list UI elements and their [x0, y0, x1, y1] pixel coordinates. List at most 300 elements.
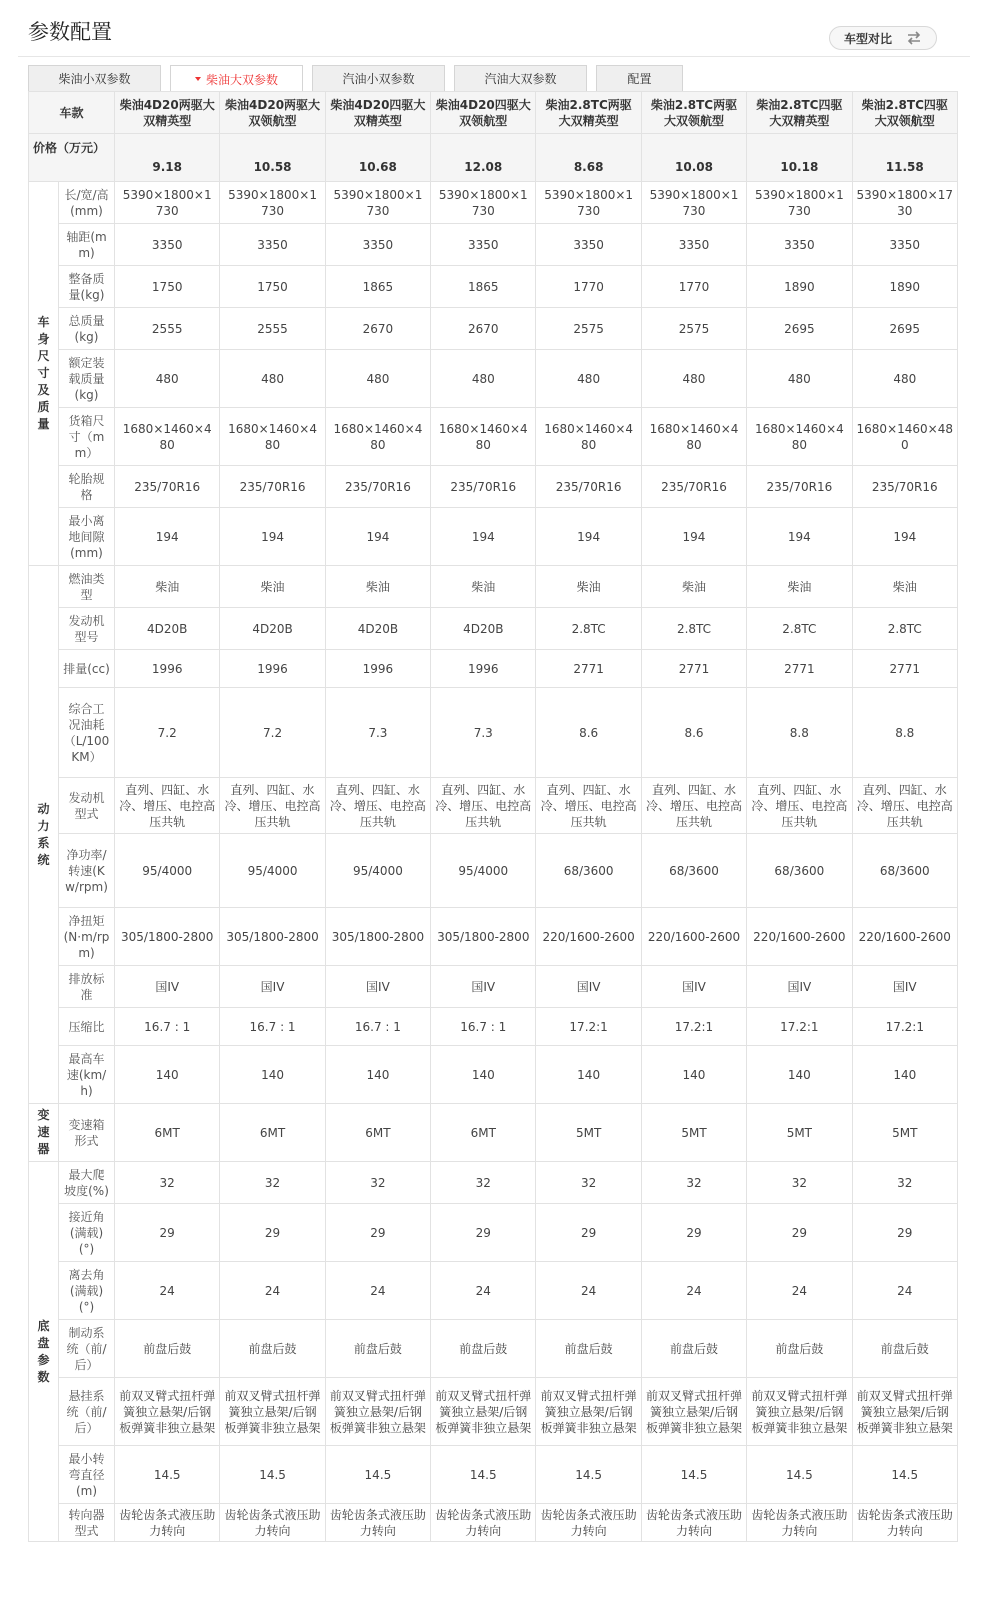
spec-value: 6MT: [220, 1104, 325, 1162]
spec-value: 29: [536, 1204, 641, 1262]
spec-value: 前盘后鼓: [115, 1320, 220, 1378]
spec-value: 194: [115, 508, 220, 566]
spec-value: 140: [536, 1046, 641, 1104]
spec-value: 140: [747, 1046, 852, 1104]
spec-value: 直列、四缸、水冷、增压、电控高压共轨: [852, 778, 957, 834]
spec-value: 95/4000: [431, 834, 536, 908]
tab-petrol-large-double[interactable]: [454, 65, 587, 91]
spec-value: 29: [641, 1204, 746, 1262]
spec-value: 直列、四缸、水冷、增压、电控高压共轨: [747, 778, 852, 834]
caret-down-icon: [195, 77, 201, 81]
spec-row: [29, 1046, 958, 1104]
spec-value: 1890: [852, 266, 957, 308]
spec-row: [29, 778, 958, 834]
spec-label: 离去角(满载)(°): [59, 1262, 115, 1320]
model-name: 柴油4D20四驱大双领航型: [431, 92, 536, 134]
spec-label: 净扭矩(N·m/rpm): [59, 908, 115, 966]
spec-value: 7.2: [220, 688, 325, 778]
spec-value: 柴油: [431, 566, 536, 608]
spec-value: 32: [641, 1162, 746, 1204]
spec-value: 3350: [852, 224, 957, 266]
spec-value: 齿轮齿条式液压助力转向: [747, 1504, 852, 1542]
spec-value: 前双叉臂式扭杆弹簧独立悬架/后钢板弹簧非独立悬架: [325, 1378, 430, 1446]
spec-value: 1680×1460×480: [431, 408, 536, 466]
spec-value: 齿轮齿条式液压助力转向: [852, 1504, 957, 1542]
tab-petrol-small-double[interactable]: [312, 65, 445, 91]
spec-value: 3350: [325, 224, 430, 266]
spec-value: 305/1800-2800: [431, 908, 536, 966]
spec-value: 前盘后鼓: [536, 1320, 641, 1378]
spec-value: 305/1800-2800: [325, 908, 430, 966]
spec-row: [29, 308, 958, 350]
spec-value: 前双叉臂式扭杆弹簧独立悬架/后钢板弹簧非独立悬架: [641, 1378, 746, 1446]
spec-value: 1770: [536, 266, 641, 308]
spec-label: 接近角(满载)(°): [59, 1204, 115, 1262]
spec-row: [29, 508, 958, 566]
spec-value: 480: [115, 350, 220, 408]
spec-value: 前双叉臂式扭杆弹簧独立悬架/后钢板弹簧非独立悬架: [536, 1378, 641, 1446]
spec-value: 24: [641, 1262, 746, 1320]
spec-row: [29, 266, 958, 308]
spec-value: 国IV: [641, 966, 746, 1008]
spec-value: 14.5: [325, 1446, 430, 1504]
spec-value: 7.2: [115, 688, 220, 778]
spec-row: [29, 1162, 958, 1204]
spec-value: 4D20B: [431, 608, 536, 650]
price-value: 10.68: [325, 134, 430, 182]
model-name: 柴油2.8TC四驱大双领航型: [852, 92, 957, 134]
spec-value: 5390×1800×1730: [747, 182, 852, 224]
spec-row: [29, 1104, 958, 1162]
spec-value: 8.8: [852, 688, 957, 778]
price-value: 12.08: [431, 134, 536, 182]
spec-value: 直列、四缸、水冷、增压、电控高压共轨: [641, 778, 746, 834]
spec-value: 24: [115, 1262, 220, 1320]
spec-value: 3350: [431, 224, 536, 266]
spec-value: 前盘后鼓: [325, 1320, 430, 1378]
spec-value: 194: [852, 508, 957, 566]
spec-value: 5MT: [852, 1104, 957, 1162]
spec-value: 2771: [747, 650, 852, 688]
category-label: 底盘参数: [29, 1162, 59, 1542]
category-label: 变速器: [29, 1104, 59, 1162]
compare-button[interactable]: [829, 26, 937, 50]
price-header-label: 价格（万元）: [29, 134, 115, 182]
spec-value: 220/1600-2600: [536, 908, 641, 966]
spec-value: 1680×1460×480: [220, 408, 325, 466]
spec-value: 柴油: [115, 566, 220, 608]
spec-value: 7.3: [325, 688, 430, 778]
model-header-label: 车款: [29, 92, 115, 134]
spec-label: 发动机型号: [59, 608, 115, 650]
spec-row: [29, 966, 958, 1008]
spec-value: 14.5: [852, 1446, 957, 1504]
spec-value: 14.5: [220, 1446, 325, 1504]
spec-value: 68/3600: [852, 834, 957, 908]
spec-label: 压缩比: [59, 1008, 115, 1046]
spec-value: 14.5: [641, 1446, 746, 1504]
spec-value: 32: [536, 1162, 641, 1204]
spec-value: 29: [431, 1204, 536, 1262]
spec-value: 6MT: [325, 1104, 430, 1162]
spec-value: 140: [220, 1046, 325, 1104]
spec-value: 前双叉臂式扭杆弹簧独立悬架/后钢板弹簧非独立悬架: [747, 1378, 852, 1446]
spec-value: 32: [220, 1162, 325, 1204]
spec-value: 32: [431, 1162, 536, 1204]
spec-row: [29, 834, 958, 908]
spec-value: 1680×1460×480: [115, 408, 220, 466]
spec-value: 5390×1800×1730: [641, 182, 746, 224]
spec-label: 轮胎规格: [59, 466, 115, 508]
spec-label: 排放标准: [59, 966, 115, 1008]
spec-value: 前盘后鼓: [852, 1320, 957, 1378]
spec-value: 1996: [115, 650, 220, 688]
spec-value: 1890: [747, 266, 852, 308]
spec-value: 480: [536, 350, 641, 408]
spec-value: 95/4000: [325, 834, 430, 908]
spec-value: 235/70R16: [536, 466, 641, 508]
spec-row: [29, 1204, 958, 1262]
spec-label: 总质量(kg): [59, 308, 115, 350]
spec-value: 3350: [115, 224, 220, 266]
category-label: 车身尺寸及质量: [29, 182, 59, 566]
spec-value: 4D20B: [115, 608, 220, 650]
spec-value: 235/70R16: [852, 466, 957, 508]
spec-value: 480: [641, 350, 746, 408]
spec-value: 68/3600: [747, 834, 852, 908]
model-name: 柴油4D20两驱大双精英型: [115, 92, 220, 134]
spec-value: 1750: [115, 266, 220, 308]
spec-row: [29, 182, 958, 224]
tab-label: 柴油小双参数: [58, 72, 131, 86]
spec-value: 3350: [220, 224, 325, 266]
spec-value: 140: [641, 1046, 746, 1104]
spec-label: 转向器型式: [59, 1504, 115, 1542]
spec-value: 前双叉臂式扭杆弹簧独立悬架/后钢板弹簧非独立悬架: [220, 1378, 325, 1446]
spec-value: 前双叉臂式扭杆弹簧独立悬架/后钢板弹簧非独立悬架: [115, 1378, 220, 1446]
spec-value: 1996: [325, 650, 430, 688]
spec-value: 国IV: [431, 966, 536, 1008]
spec-value: 480: [431, 350, 536, 408]
price-value: 10.08: [641, 134, 746, 182]
spec-value: 32: [852, 1162, 957, 1204]
spec-value: 1680×1460×480: [536, 408, 641, 466]
spec-row: [29, 688, 958, 778]
spec-value: 6MT: [431, 1104, 536, 1162]
spec-row: [29, 1262, 958, 1320]
spec-value: 17.2:1: [536, 1008, 641, 1046]
spec-value: 国IV: [536, 966, 641, 1008]
spec-row: [29, 1008, 958, 1046]
spec-label: 燃油类型: [59, 566, 115, 608]
spec-value: 194: [747, 508, 852, 566]
spec-label: 制动系统（前/后）: [59, 1320, 115, 1378]
spec-value: 220/1600-2600: [641, 908, 746, 966]
spec-value: 6MT: [115, 1104, 220, 1162]
spec-value: 220/1600-2600: [747, 908, 852, 966]
spec-value: 17.2:1: [747, 1008, 852, 1046]
spec-value: 前盘后鼓: [641, 1320, 746, 1378]
spec-value: 2771: [852, 650, 957, 688]
model-name: 柴油2.8TC四驱大双精英型: [747, 92, 852, 134]
spec-value: 95/4000: [115, 834, 220, 908]
spec-value: 2555: [115, 308, 220, 350]
spec-value: 2695: [852, 308, 957, 350]
spec-value: 5390×1800×1730: [431, 182, 536, 224]
spec-value: 1680×1460×480: [325, 408, 430, 466]
spec-value: 齿轮齿条式液压助力转向: [431, 1504, 536, 1542]
spec-value: 1865: [431, 266, 536, 308]
spec-label: 变速箱形式: [59, 1104, 115, 1162]
spec-value: 235/70R16: [115, 466, 220, 508]
spec-value: 2.8TC: [852, 608, 957, 650]
spec-value: 14.5: [115, 1446, 220, 1504]
spec-row: [29, 408, 958, 466]
spec-label: 整备质量(kg): [59, 266, 115, 308]
spec-value: 1680×1460×480: [641, 408, 746, 466]
model-header-row: [29, 92, 958, 134]
spec-value: 14.5: [747, 1446, 852, 1504]
spec-row: [29, 608, 958, 650]
spec-value: 24: [747, 1262, 852, 1320]
spec-value: 2.8TC: [747, 608, 852, 650]
spec-value: 2695: [747, 308, 852, 350]
spec-value: 29: [115, 1204, 220, 1262]
spec-label: 排量(cc): [59, 650, 115, 688]
spec-value: 国IV: [852, 966, 957, 1008]
spec-value: 前双叉臂式扭杆弹簧独立悬架/后钢板弹簧非独立悬架: [852, 1378, 957, 1446]
spec-value: 2575: [536, 308, 641, 350]
spec-value: 194: [641, 508, 746, 566]
spec-value: 5390×1800×1730: [536, 182, 641, 224]
spec-value: 5MT: [641, 1104, 746, 1162]
spec-value: 24: [431, 1262, 536, 1320]
page-title: 参数配置: [28, 20, 112, 44]
spec-row: [29, 1378, 958, 1446]
spec-value: 16.7 : 1: [325, 1008, 430, 1046]
spec-label: 综合工况油耗（L/100KM）: [59, 688, 115, 778]
model-name: 柴油2.8TC两驱大双精英型: [536, 92, 641, 134]
tab-label: 汽油大双参数: [484, 72, 557, 86]
spec-value: 前双叉臂式扭杆弹簧独立悬架/后钢板弹簧非独立悬架: [431, 1378, 536, 1446]
spec-value: 齿轮齿条式液压助力转向: [220, 1504, 325, 1542]
spec-value: 24: [852, 1262, 957, 1320]
spec-value: 2670: [431, 308, 536, 350]
spec-value: 235/70R16: [220, 466, 325, 508]
spec-value: 柴油: [220, 566, 325, 608]
spec-value: 4D20B: [220, 608, 325, 650]
spec-value: 直列、四缸、水冷、增压、电控高压共轨: [115, 778, 220, 834]
spec-value: 1770: [641, 266, 746, 308]
spec-value: 5390×1800×1730: [115, 182, 220, 224]
spec-value: 8.6: [641, 688, 746, 778]
compare-button-label: 车型对比: [843, 31, 892, 46]
spec-label: 最大爬坡度(%): [59, 1162, 115, 1204]
tab-diesel-small-double[interactable]: [28, 65, 161, 91]
spec-value: 68/3600: [536, 834, 641, 908]
spec-value: 194: [536, 508, 641, 566]
spec-value: 柴油: [536, 566, 641, 608]
spec-label: 悬挂系统（前/后）: [59, 1378, 115, 1446]
spec-label: 额定装载质量(kg): [59, 350, 115, 408]
spec-value: 194: [220, 508, 325, 566]
spec-row: [29, 1504, 958, 1542]
spec-value: 3350: [536, 224, 641, 266]
spec-row: [29, 1446, 958, 1504]
spec-value: 5MT: [747, 1104, 852, 1162]
spec-value: 480: [220, 350, 325, 408]
spec-value: 2771: [536, 650, 641, 688]
tab-config[interactable]: [596, 65, 683, 91]
spec-value: 齿轮齿条式液压助力转向: [641, 1504, 746, 1542]
spec-value: 国IV: [747, 966, 852, 1008]
spec-value: 柴油: [747, 566, 852, 608]
spec-value: 5390×1800×1730: [325, 182, 430, 224]
spec-value: 柴油: [852, 566, 957, 608]
spec-value: 1680×1460×480: [852, 408, 957, 466]
spec-value: 1750: [220, 266, 325, 308]
spec-row: [29, 908, 958, 966]
price-value: 10.58: [220, 134, 325, 182]
spec-value: 24: [536, 1262, 641, 1320]
tab-diesel-large-double[interactable]: [170, 65, 303, 92]
spec-row: [29, 566, 958, 608]
model-name: 柴油4D20两驱大双领航型: [220, 92, 325, 134]
price-value: 11.58: [852, 134, 957, 182]
spec-value: 直列、四缸、水冷、增压、电控高压共轨: [536, 778, 641, 834]
spec-value: 140: [852, 1046, 957, 1104]
spec-value: 2555: [220, 308, 325, 350]
spec-label: 发动机型式: [59, 778, 115, 834]
spec-value: 480: [325, 350, 430, 408]
swap-arrows-icon: [906, 31, 922, 45]
spec-value: 29: [747, 1204, 852, 1262]
spec-label: 长/宽/高(mm): [59, 182, 115, 224]
spec-value: 140: [431, 1046, 536, 1104]
spec-value: 16.7 : 1: [220, 1008, 325, 1046]
spec-value: 2771: [641, 650, 746, 688]
spec-row: [29, 650, 958, 688]
spec-value: 14.5: [431, 1446, 536, 1504]
spec-value: 2.8TC: [641, 608, 746, 650]
spec-value: 32: [747, 1162, 852, 1204]
spec-value: 305/1800-2800: [115, 908, 220, 966]
price-value: 8.68: [536, 134, 641, 182]
spec-label: 最小离地间隙(mm): [59, 508, 115, 566]
spec-label: 最小转弯直径(m): [59, 1446, 115, 1504]
spec-value: 24: [325, 1262, 430, 1320]
spec-value: 235/70R16: [747, 466, 852, 508]
spec-row: [29, 350, 958, 408]
spec-value: 235/70R16: [325, 466, 430, 508]
price-row: [29, 134, 958, 182]
spec-value: 95/4000: [220, 834, 325, 908]
spec-value: 齿轮齿条式液压助力转向: [325, 1504, 430, 1542]
spec-row: [29, 224, 958, 266]
spec-value: 480: [747, 350, 852, 408]
spec-value: 4D20B: [325, 608, 430, 650]
spec-value: 国IV: [115, 966, 220, 1008]
spec-value: 16.7 : 1: [115, 1008, 220, 1046]
spec-value: 68/3600: [641, 834, 746, 908]
spec-value: 国IV: [220, 966, 325, 1008]
spec-value: 17.2:1: [852, 1008, 957, 1046]
spec-value: 国IV: [325, 966, 430, 1008]
spec-value: 14.5: [536, 1446, 641, 1504]
spec-row: [29, 466, 958, 508]
spec-value: 305/1800-2800: [220, 908, 325, 966]
spec-value: 235/70R16: [431, 466, 536, 508]
spec-value: 1680×1460×480: [747, 408, 852, 466]
spec-value: 齿轮齿条式液压助力转向: [536, 1504, 641, 1542]
tab-label: 配置: [627, 72, 652, 86]
spec-value: 140: [325, 1046, 430, 1104]
tab-label: 汽油小双参数: [342, 72, 415, 86]
spec-value: 29: [852, 1204, 957, 1262]
spec-value: 柴油: [325, 566, 430, 608]
spec-value: 2.8TC: [536, 608, 641, 650]
spec-value: 前盘后鼓: [747, 1320, 852, 1378]
spec-value: 7.3: [431, 688, 536, 778]
title-divider: [18, 56, 970, 57]
spec-label: 轴距(mm): [59, 224, 115, 266]
spec-value: 8.8: [747, 688, 852, 778]
spec-value: 8.6: [536, 688, 641, 778]
price-value: 10.18: [747, 134, 852, 182]
spec-value: 220/1600-2600: [852, 908, 957, 966]
spec-value: 直列、四缸、水冷、增压、电控高压共轨: [325, 778, 430, 834]
model-name: 柴油4D20四驱大双精英型: [325, 92, 430, 134]
spec-value: 29: [325, 1204, 430, 1262]
spec-label: 货箱尺寸（mm）: [59, 408, 115, 466]
spec-value: 前盘后鼓: [220, 1320, 325, 1378]
tab-label: 柴油大双参数: [205, 72, 278, 87]
spec-value: 194: [431, 508, 536, 566]
spec-value: 32: [115, 1162, 220, 1204]
spec-value: 5390×1800×1730: [852, 182, 957, 224]
spec-label: 净功率/转速(Kw/rpm): [59, 834, 115, 908]
price-value: 9.18: [115, 134, 220, 182]
spec-value: 235/70R16: [641, 466, 746, 508]
spec-value: 2670: [325, 308, 430, 350]
spec-value: 直列、四缸、水冷、增压、电控高压共轨: [220, 778, 325, 834]
spec-value: 前盘后鼓: [431, 1320, 536, 1378]
spec-value: 齿轮齿条式液压助力转向: [115, 1504, 220, 1542]
category-label: 动力系统: [29, 566, 59, 1104]
spec-value: 32: [325, 1162, 430, 1204]
spec-value: 直列、四缸、水冷、增压、电控高压共轨: [431, 778, 536, 834]
spec-value: 194: [325, 508, 430, 566]
spec-value: 3350: [747, 224, 852, 266]
spec-label: 最高车速(km/h): [59, 1046, 115, 1104]
spec-value: 1996: [220, 650, 325, 688]
spec-value: 24: [220, 1262, 325, 1320]
spec-value: 5390×1800×1730: [220, 182, 325, 224]
spec-value: 柴油: [641, 566, 746, 608]
spec-value: 1865: [325, 266, 430, 308]
spec-value: 3350: [641, 224, 746, 266]
spec-value: 2575: [641, 308, 746, 350]
spec-value: 29: [220, 1204, 325, 1262]
spec-value: 140: [115, 1046, 220, 1104]
spec-value: 1996: [431, 650, 536, 688]
spec-value: 480: [852, 350, 957, 408]
spec-value: 5MT: [536, 1104, 641, 1162]
spec-value: 17.2:1: [641, 1008, 746, 1046]
spec-value: 16.7 : 1: [431, 1008, 536, 1046]
model-name: 柴油2.8TC两驱大双领航型: [641, 92, 746, 134]
spec-row: [29, 1320, 958, 1378]
